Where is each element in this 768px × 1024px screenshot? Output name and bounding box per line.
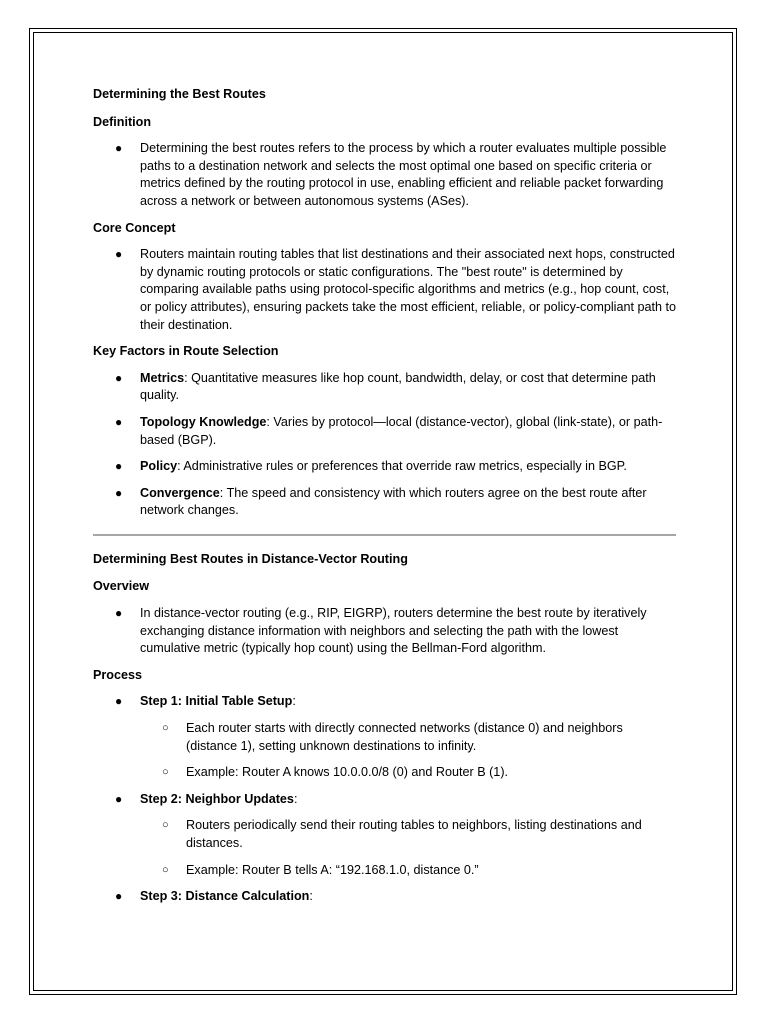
core-concept-heading: Core Concept xyxy=(93,220,176,235)
factor-term: Policy xyxy=(140,459,178,474)
bullet-icon: ● xyxy=(115,694,123,709)
bullet-icon: ● xyxy=(115,141,123,156)
sub-list-item xyxy=(93,720,677,755)
overview-text: In distance-vector routing (e.g., RIP, EIGRP), routers determine the best route by iteratively exchanging distance information with neighbors and selecting the path with the lowest cumulative metric (typically hop count) using the Bellman-Ford algorithm. xyxy=(140,606,647,656)
step-detail: Example: Router B tells A: “192.168.1.0, distance 0.” xyxy=(186,862,479,877)
bullet-icon: ● xyxy=(115,791,123,806)
bullet-icon: ● xyxy=(115,459,123,474)
circle-bullet-icon: ○ xyxy=(162,766,169,779)
factor-term: Metrics xyxy=(140,370,185,385)
step-suffix: : xyxy=(293,791,298,806)
step-label: Step 1: Initial Table Setup xyxy=(140,694,293,709)
factor-text: : Varies by protocol—local (distance-vector), global (link-state), or path-based (BGP). xyxy=(140,414,663,447)
document-body xyxy=(93,86,677,915)
bullet-icon: ● xyxy=(115,889,123,904)
step-suffix: : xyxy=(292,694,296,709)
step-item xyxy=(93,791,677,809)
list-item xyxy=(93,485,677,520)
list-item xyxy=(93,370,677,405)
factor-text: : Administrative rules or preferences that override raw metrics, especially in BGP. xyxy=(177,459,627,474)
step-label: Step 2: Neighbor Updates xyxy=(140,791,294,806)
sub-list-item xyxy=(93,862,677,880)
horizontal-divider xyxy=(93,534,676,536)
bullet-icon: ● xyxy=(115,485,123,500)
core-concept-text: Routers maintain routing tables that list destinations and their associated next hops, constructed by dynamic routing protocols or static configurations. The "best route" is determined by comparing available paths using protocol-specific algorithms and metrics (e.g., hop count, cost, or policy attributes), ensuring packets take the most efficient, reliable, or policy-compliant path to their destination. xyxy=(140,247,676,332)
list-item xyxy=(93,414,677,449)
factor-term: Topology Knowledge xyxy=(140,414,267,429)
circle-bullet-icon: ○ xyxy=(162,819,169,832)
bullet-icon: ● xyxy=(115,414,123,429)
list-item xyxy=(93,246,677,334)
process-heading: Process xyxy=(93,667,143,682)
factor-term: Convergence xyxy=(140,485,220,500)
step-detail: Example: Router A knows 10.0.0.0/8 (0) and Router B (1). xyxy=(186,765,509,780)
sub-list-item xyxy=(93,764,677,782)
step-label: Step 3: Distance Calculation xyxy=(140,889,310,904)
bullet-icon: ● xyxy=(115,370,123,385)
step-item xyxy=(93,693,677,711)
list-item xyxy=(93,605,677,658)
process-steps xyxy=(93,693,677,905)
core-concept-list xyxy=(93,246,677,334)
bullet-icon: ● xyxy=(115,606,123,621)
factor-text: : The speed and consistency with which routers agree on the best route after network changes. xyxy=(140,485,647,518)
step-detail: Each router starts with directly connected networks (distance 0) and neighbors (distance 1), setting unknown destinations to infinity. xyxy=(186,721,623,753)
section-title: Determining the Best Routes xyxy=(93,87,266,101)
definition-list xyxy=(93,140,677,210)
overview-heading: Overview xyxy=(93,579,150,594)
section-title: Determining Best Routes in Distance-Vector Routing xyxy=(93,551,408,566)
step-item xyxy=(93,888,677,906)
list-item xyxy=(93,458,677,476)
factor-text: : Quantitative measures like hop count, bandwidth, delay, or cost that determine path quality. xyxy=(140,370,656,403)
sub-list-item xyxy=(93,817,677,852)
overview-list xyxy=(93,605,677,658)
circle-bullet-icon: ○ xyxy=(162,722,169,735)
step-suffix: : xyxy=(309,889,313,904)
key-factors-list xyxy=(93,370,677,520)
step-detail: Routers periodically send their routing tables to neighbors, listing destinations and distances. xyxy=(186,818,642,850)
definition-heading: Definition xyxy=(93,114,152,129)
bullet-icon: ● xyxy=(115,247,123,262)
key-factors-heading: Key Factors in Route Selection xyxy=(93,344,279,359)
circle-bullet-icon: ○ xyxy=(162,863,169,876)
definition-text: Determining the best routes refers to the process by which a router evaluates multiple possible paths to a destination network and selects the most optimal one based on specific criteria or metrics defined by the routing protocol in use, enabling efficient and reliable packet forwarding across a network or between autonomous systems (ASes). xyxy=(140,141,667,208)
list-item xyxy=(93,140,677,210)
